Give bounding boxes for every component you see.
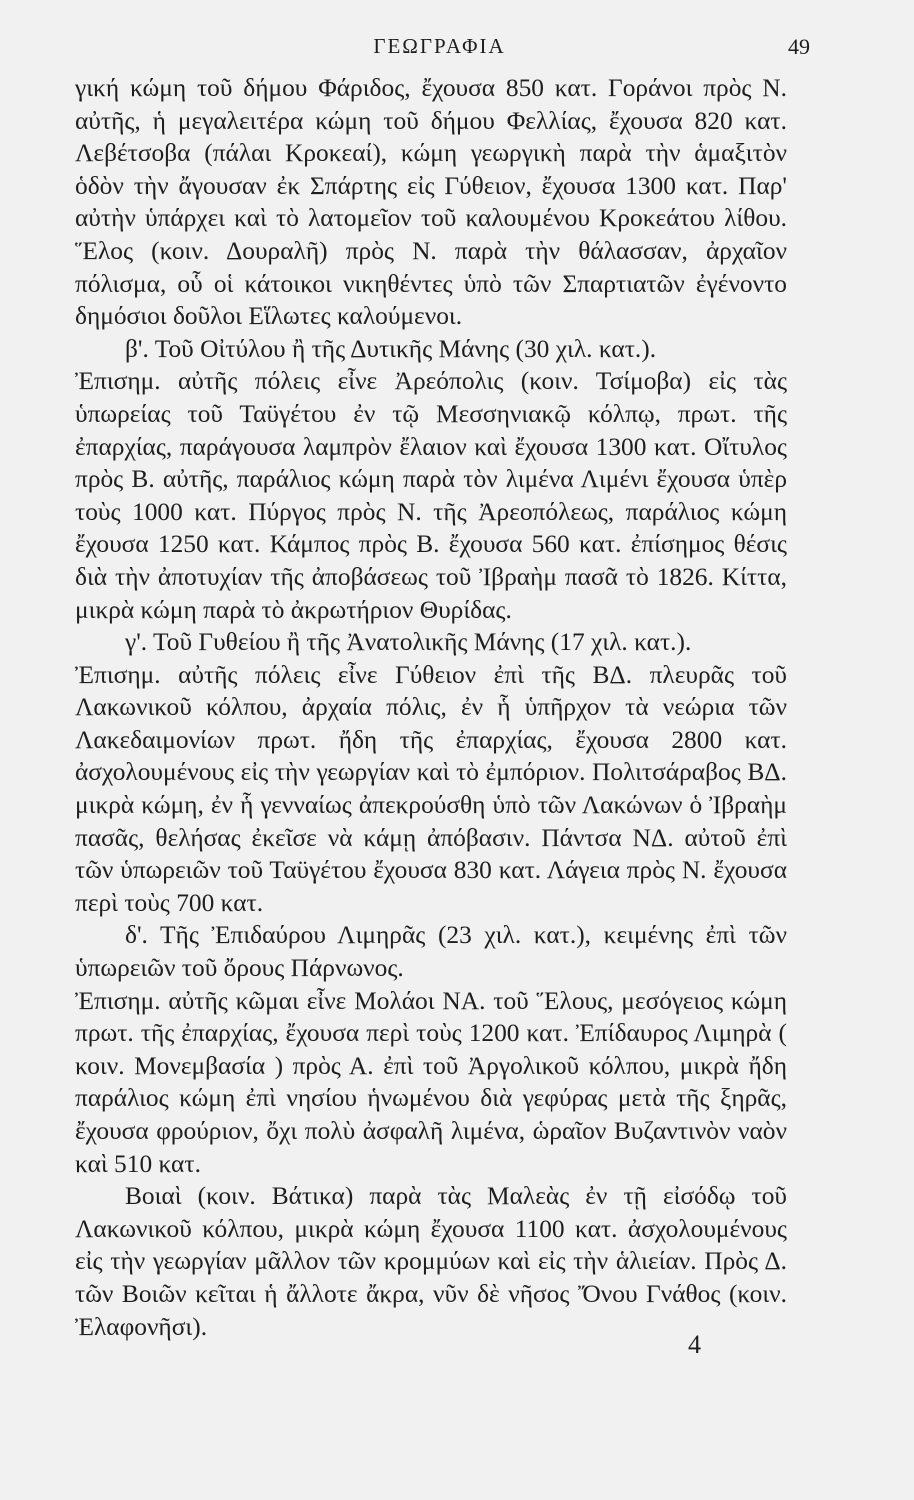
body-text (75, 72, 787, 1343)
page-header (75, 34, 810, 66)
section-heading: γ'. Τοῦ Γυθείου ἢ τῆς Ἀνατολικῆς Μάνης (17 χιλ. κατ.). (125, 628, 692, 657)
section-heading: β'. Τοῦ Οἰτύλου ἢ τῆς Δυτικῆς Μάνης (30 χιλ. κατ.). (125, 334, 657, 363)
running-title: ΓΕΩΓΡΑΦΙΑ (373, 34, 506, 58)
section-heading: δ'. Τῆς Ἐπιδαύρου Λιμηρᾶς (23 χιλ. κατ.), κειμένης ἐπὶ τῶν ὑπωρειῶν τοῦ ὄρους Πάρνωνος. (75, 921, 787, 983)
paragraph: Ἐπισημ. αὐτῆς κῶμαι εἶνε Μολάοι ΝΑ. τοῦ Ἕλους, μεσόγειος κώμη πρωτ. τῆς ἐπαρχίας, ἔχουσα περὶ τοὺς 1200 κατ. Ἐπίδαυρος Λιμηρὰ ( κοιν. Μονεμβασία ) πρὸς Α. ἐπὶ τοῦ Ἀργολικοῦ κόλπου, μικρὰ ἤδη παράλιος κώμη ἐπὶ νησίου ἡνωμένου διὰ γεφύρας μετὰ τῆς ξηρᾶς, ἔχουσα φρούριον, ὄχι πολὺ ἀσφαλῆ λιμένα, ὡραῖον Βυζαντινὸν ναὸν καὶ 510 κατ. (75, 986, 787, 1178)
signature-mark: 4 (688, 1330, 701, 1359)
paragraph: Ἐπισημ. αὐτῆς πόλεις εἶνε Ἀρεόπολις (κοιν. Τσίμοβα) εἰς τὰς ὑπωρείας τοῦ Ταϋγέτου ἐν τῷ Μεσσηνιακῷ κόλπῳ, πρωτ. τῆς ἐπαρχίας, παράγουσα λαμπρὸν ἔλαιον καὶ ἔχουσα 1300 κατ. Οἴτυλος πρὸς Β. αὐτῆς, παράλιος κώμη παρὰ τὸν λιμένα Λιμένι ἔχουσα ὑπὲρ τοὺς 1000 κατ. Πύργος πρὸς Ν. τῆς Ἀρεοπόλεως, παράλιος κώμη ἔχουσα 1250 κατ. Κάμπος πρὸς Β. ἔχουσα 560 κατ. ἐπίσημος θέσις διὰ τὴν ἀποτυχίαν τῆς ἀποβάσεως τοῦ Ἰβραὴμ πασᾶ τὸ 1826. Κίττα, μικρὰ κώμη παρὰ τὸ ἀκρωτήριον Θυρίδας. (75, 367, 787, 624)
paragraph: Βοιαὶ (κοιν. Βάτικα) παρὰ τὰς Μαλεὰς ἐν τῇ εἰσόδῳ τοῦ Λακωνικοῦ κόλπου, μικρὰ κώμη ἔχουσα 1100 κατ. ἀσχολουμένους εἰς τὴν γεωργίαν μᾶλλον τῶν κρομμύων καὶ εἰς τὴν ἁλιείαν. Πρὸς Δ. τῶν Βοιῶν κεῖται ἡ ἄλλοτε ἄκρα, νῦν δὲ νῆσος Ὄνου Γνάθος (κοιν. Ἐλαφονῆσι). (75, 1182, 787, 1341)
paragraph: γική κώμη τοῦ δήμου Φάριδος, ἔχουσα 850 κατ. Γοράνοι πρὸς Ν. αὐτῆς, ἡ μεγαλειτέρα κώμη τοῦ δήμου Φελλίας, ἔχουσα 820 κατ. Λεβέτσοβα (πάλαι Κροκεαί), κώμη γεωργικὴ παρὰ τὴν ἁμαξιτὸν ὁδὸν τὴν ἄγουσαν ἐκ Σπάρτης εἰς Γύθειον, ἔχουσα 1300 κατ. Παρ' αὐτὴν ὑπάρχει καὶ τὸ λατομεῖον τοῦ καλουμένου Κροκεάτου λίθου. Ἕλος (κοιν. Δουραλῆ) πρὸς Ν. παρὰ τὴν θάλασσαν, ἀρχαῖον πόλισμα, οὗ οἱ κάτοικοι νικηθέντες ὑπὸ τῶν Σπαρτιατῶν ἐγένοντο δημόσιοι δοῦλοι Εἵλωτες καλούμενοι. (75, 74, 787, 331)
page-number: 49 (788, 34, 810, 59)
paragraph: Ἐπισημ. αὐτῆς πόλεις εἶνε Γύθειον ἐπὶ τῆς ΒΔ. πλευρᾶς τοῦ Λακωνικοῦ κόλπου, ἀρχαία πόλις, ἐν ἧ ὑπῆρχον τὰ νεώρια τῶν Λακεδαιμονίων πρωτ. ἤδη τῆς ἐπαρχίας, ἔχουσα 2800 κατ. ἀσχολουμένους εἰς τὴν γεωργίαν καὶ τὸ ἐμπόριον. Πολιτσάραβος ΒΔ. μικρὰ κώμη, ἐν ἧ γενναίως ἀπεκρούσθη ὑπὸ τῶν Λακώνων ὁ Ἰβραὴμ πασᾶς, θελήσας ἐκεῖσε νὰ κάμῃ ἀπόβασιν. Πάντσα ΝΔ. αὐτοῦ ἐπὶ τῶν ὑπωρειῶν τοῦ Ταϋγέτου ἔχουσα 830 κατ. Λάγεια πρὸς Ν. ἔχουσα περὶ τοὺς 700 κατ. (75, 660, 787, 917)
